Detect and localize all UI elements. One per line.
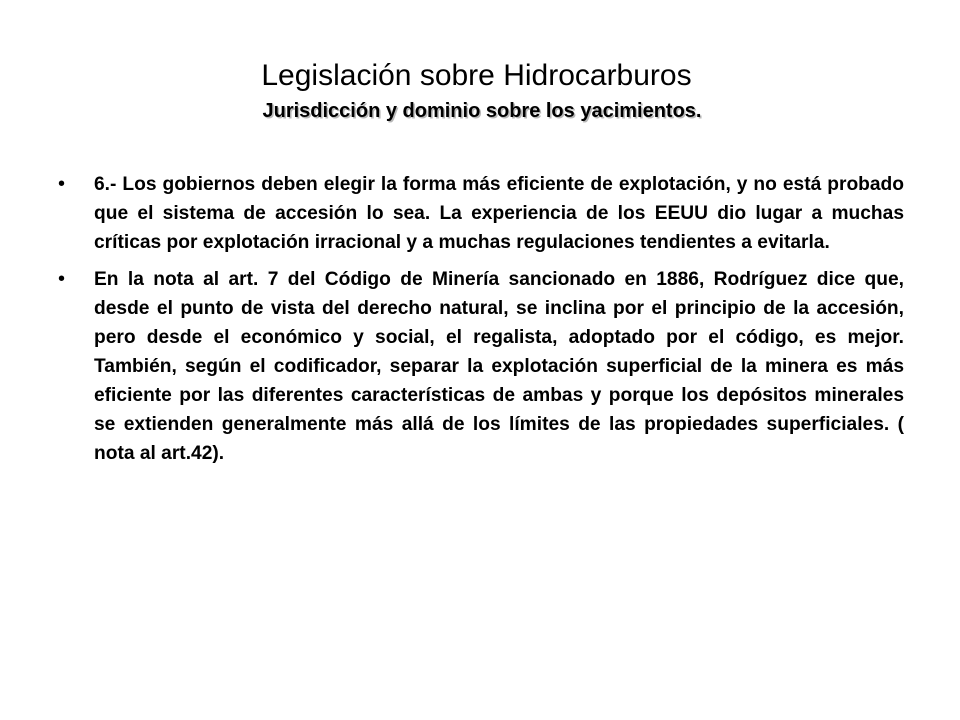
bullet-list — [58, 170, 904, 476]
slide-subtitle: Jurisdicción y dominio sobre los yacimientos. — [262, 100, 702, 122]
bullet-marker: • — [58, 268, 66, 290]
bullet-text-1: 6.- Los gobiernos deben elegir la forma más eficiente de explotación, y no está probado que el sistema de accesión lo sea. La experiencia de los EEUU dio lugar a muchas críticas por explotación irracional y a muchas regulaciones tendientes a evitarla. — [94, 174, 904, 253]
bullet-item-2 — [58, 265, 904, 468]
slide-title: Legislación sobre Hidrocarburos — [261, 59, 692, 92]
slide-title-block — [0, 58, 960, 124]
bullet-marker: • — [58, 173, 66, 195]
bullet-item-1 — [58, 170, 904, 257]
bullet-text-2: En la nota al art. 7 del Código de Minería sancionado en 1886, Rodríguez dice que, desde el punto de vista del derecho natural, se inclina por el principio de la accesión, pero desde el económico y social, el regalista, adoptado por el código, es mejor. También, según el codificador, separar la explotación superficial de la minera es más eficiente por las diferentes características de ambas y porque los depósitos minerales se extienden generalmente más allá de los límites de las propiedades superficiales. ( nota al art.42). — [94, 269, 904, 464]
